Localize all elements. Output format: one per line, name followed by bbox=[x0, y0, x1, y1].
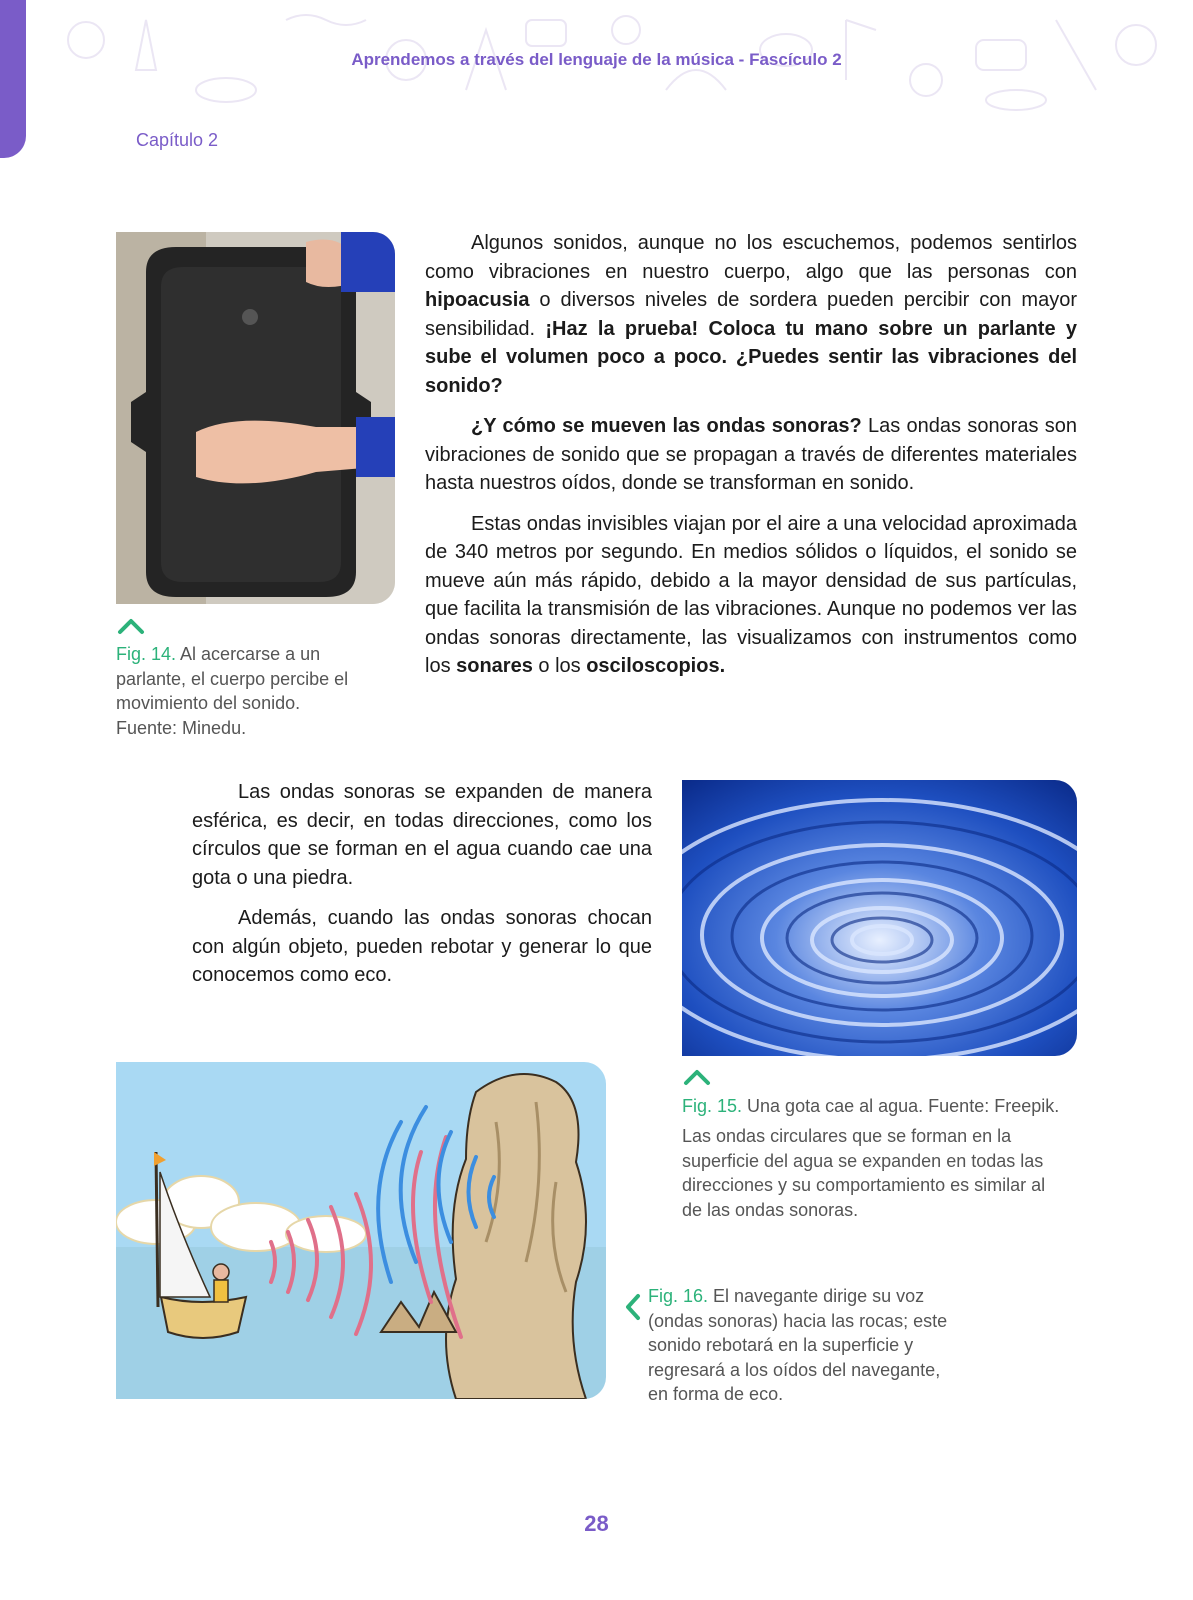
middle-paragraph-1: Las ondas sonoras se expanden de manera esférica, es decir, en todas direcciones, como los círculos que se forman en el agua cuando cae una gota o una piedra. bbox=[192, 781, 652, 889]
caption-caret-up-icon bbox=[682, 1068, 712, 1086]
fig15-description: Las ondas circulares que se forman en la superficie del agua se expanden en todas las direcciones y su comportamiento es similar al de las ondas sonoras. bbox=[682, 1126, 1046, 1220]
fig16-label: Fig. 16. bbox=[648, 1286, 709, 1306]
chapter-label: Capítulo 2 bbox=[136, 130, 219, 150]
middle-text bbox=[192, 778, 652, 1002]
side-tab bbox=[0, 0, 26, 158]
intro-text bbox=[425, 229, 1077, 693]
fig15-text: Una gota cae al agua. Fuente: Freepik. bbox=[742, 1096, 1060, 1116]
intro-paragraph-3: Estas ondas invisibles viajan por el aire a una velocidad aproximada de 340 metros por segundo. En medios sólidos o líquidos, el sonido se mueve aún más rápido, debido a la mayor densidad de sus partículas, que facilita la transmisión de las vibraciones. Aunque no podemos ver las ondas sonoras directamente, las visualizamos con instrumentos como los sonares o los osciloscopios. bbox=[425, 512, 1077, 677]
intro-paragraph-1: Algunos sonidos, aunque no los escuchemos, podemos sentirlos como vibraciones en nuestro cuerpo, algo que las personas con hipoacusia o diversos niveles de sordera pueden percibir con mayor sensibilidad. ¡Haz la prueba! Coloca tu mano sobre un parlante y sube el volumen poco a poco. ¿Puedes sentir las vibraciones del sonido? bbox=[425, 232, 1078, 397]
fig16-caption bbox=[648, 1284, 948, 1407]
fig15-label: Fig. 15. bbox=[682, 1096, 743, 1116]
fig16-text: El navegante dirige su voz (ondas sonoras) hacia las rocas; este sonido rebotará en la superficie y regresará a los oídos del navegante, en forma de eco. bbox=[648, 1286, 948, 1404]
caption-caret-up-icon bbox=[116, 617, 146, 635]
echo-illustration bbox=[116, 1062, 606, 1399]
page-number: 28 bbox=[584, 1511, 609, 1536]
water-ripples-photo bbox=[682, 780, 1077, 1056]
fig14-text: Al acercarse a un parlante, el cuerpo percibe el movimiento del sonido. Fuente: Minedu. bbox=[116, 644, 349, 738]
speaker-photo bbox=[116, 232, 395, 604]
middle-paragraph-2: Además, cuando las ondas sonoras chocan con algún objeto, pueden rebotar y generar lo que conocemos como eco. bbox=[192, 907, 652, 986]
fig14-caption bbox=[116, 642, 356, 740]
caption-caret-left-icon bbox=[624, 1292, 642, 1322]
fig15-caption bbox=[682, 1094, 1102, 1119]
intro-paragraph-2: ¿Y cómo se mueven las ondas sonoras? Las ondas sonoras son vibraciones de sonido que se propagan a través de diferentes materiales hasta nuestros oídos, donde se transforman en sonido. bbox=[425, 415, 1077, 494]
header-title: Aprendemos a través del lenguaje de la música - Fascículo 2 bbox=[351, 50, 842, 69]
fig14-label: Fig. 14. bbox=[116, 644, 177, 664]
